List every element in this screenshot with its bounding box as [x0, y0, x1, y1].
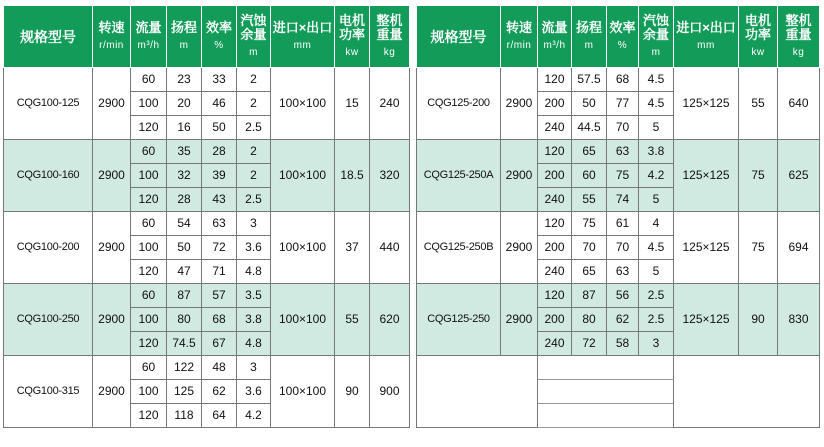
flow-cell: 120: [538, 212, 572, 236]
model-cell: CQG100-125: [4, 68, 93, 140]
weight-cell: 620: [370, 284, 410, 356]
npsh-cell: 2.5: [237, 188, 271, 212]
header-flow: 流量 m³/h: [538, 6, 572, 68]
header-weight: 整机 重量 kg: [778, 6, 820, 68]
power-cell: 75: [739, 140, 778, 212]
head-cell: 32: [167, 164, 202, 188]
eff-cell: 43: [202, 188, 237, 212]
flow-cell: 100: [131, 380, 167, 404]
inlet-outlet-cell: 100×100: [271, 68, 335, 140]
header-npsh: 汽蚀 余量 m: [237, 6, 271, 68]
inlet-outlet-cell: 125×125: [674, 284, 739, 356]
npsh-cell: 4.5: [639, 68, 674, 92]
flow-cell: 100: [131, 164, 167, 188]
eff-cell: 39: [202, 164, 237, 188]
flow-cell: 200: [538, 164, 572, 188]
flow-cell: 120: [131, 260, 167, 284]
empty-cell: [538, 404, 674, 428]
model-cell: CQG100-315: [4, 356, 93, 428]
eff-cell: 48: [202, 356, 237, 380]
power-cell: 90: [739, 284, 778, 356]
speed-cell: 2900: [93, 284, 131, 356]
head-cell: 74.5: [167, 332, 202, 356]
flow-cell: 200: [538, 308, 572, 332]
weight-cell: 900: [370, 356, 410, 428]
eff-cell: 46: [202, 92, 237, 116]
head-cell: 118: [167, 404, 202, 428]
eff-cell: 70: [607, 236, 639, 260]
power-cell: 90: [335, 356, 370, 428]
flow-cell: 240: [538, 116, 572, 140]
power-cell: 75: [739, 212, 778, 284]
flow-cell: 120: [131, 404, 167, 428]
eff-cell: 75: [607, 164, 639, 188]
right-spec-table: [416, 5, 820, 428]
eff-cell: 57: [202, 284, 237, 308]
npsh-cell: 2: [237, 92, 271, 116]
eff-cell: 68: [202, 308, 237, 332]
empty-cell: [674, 356, 820, 428]
eff-cell: 61: [607, 212, 639, 236]
eff-cell: 64: [202, 404, 237, 428]
head-cell: 44.5: [572, 116, 607, 140]
weight-cell: 640: [778, 68, 820, 140]
eff-cell: 62: [202, 380, 237, 404]
npsh-cell: 3: [237, 356, 271, 380]
head-cell: 87: [572, 284, 607, 308]
head-cell: 70: [572, 236, 607, 260]
table-row: [4, 140, 410, 164]
head-cell: 122: [167, 356, 202, 380]
flow-cell: 60: [131, 68, 167, 92]
header-inlet-outlet: 进口×出口 mm: [674, 6, 739, 68]
weight-cell: 830: [778, 284, 820, 356]
npsh-cell: 4.5: [639, 236, 674, 260]
head-cell: 35: [167, 140, 202, 164]
model-cell: CQG125-200: [417, 68, 501, 140]
flow-cell: 120: [131, 188, 167, 212]
head-cell: 47: [167, 260, 202, 284]
header-speed: 转速 r/min: [501, 6, 538, 68]
head-cell: 57.5: [572, 68, 607, 92]
flow-cell: 240: [538, 260, 572, 284]
header-npsh: 汽蚀 余量 m: [639, 6, 674, 68]
header-power: 电机 功率 kw: [739, 6, 778, 68]
npsh-cell: 4.5: [639, 92, 674, 116]
flow-cell: 200: [538, 92, 572, 116]
left-spec-table: [3, 5, 410, 428]
speed-cell: 2900: [501, 68, 538, 140]
table-row: [4, 284, 410, 308]
head-cell: 20: [167, 92, 202, 116]
model-cell: CQG100-160: [4, 140, 93, 212]
flow-cell: 200: [538, 236, 572, 260]
eff-cell: 67: [202, 332, 237, 356]
flow-cell: 60: [131, 284, 167, 308]
header-power: 电机 功率 kw: [335, 6, 370, 68]
inlet-outlet-cell: 125×125: [674, 212, 739, 284]
head-cell: 54: [167, 212, 202, 236]
empty-cell: [538, 380, 674, 404]
npsh-cell: 3.5: [237, 284, 271, 308]
table-row: [417, 284, 820, 308]
table-row: [417, 68, 820, 92]
npsh-cell: 4.2: [237, 404, 271, 428]
right-table-body: [417, 68, 820, 428]
power-cell: 15: [335, 68, 370, 140]
header-head: 扬程 m: [572, 6, 607, 68]
speed-cell: 2900: [93, 356, 131, 428]
power-cell: 18.5: [335, 140, 370, 212]
head-cell: 65: [572, 140, 607, 164]
inlet-outlet-cell: 100×100: [271, 140, 335, 212]
eff-cell: 58: [607, 332, 639, 356]
inlet-outlet-cell: 100×100: [271, 212, 335, 284]
npsh-cell: 4.2: [639, 164, 674, 188]
head-cell: 65: [572, 260, 607, 284]
flow-cell: 60: [131, 212, 167, 236]
header-model: 规格型号: [417, 6, 501, 68]
header-inlet-outlet: 进口×出口 mm: [271, 6, 335, 68]
head-cell: 125: [167, 380, 202, 404]
model-cell: CQG125-250: [417, 284, 501, 356]
weight-cell: 625: [778, 140, 820, 212]
header-weight: 整机 重量 kg: [370, 6, 410, 68]
head-cell: 23: [167, 68, 202, 92]
speed-cell: 2900: [93, 140, 131, 212]
speed-cell: 2900: [501, 140, 538, 212]
speed-cell: 2900: [93, 68, 131, 140]
eff-cell: 77: [607, 92, 639, 116]
power-cell: 55: [335, 284, 370, 356]
eff-cell: 50: [202, 116, 237, 140]
header-efficiency: 效率 %: [202, 6, 237, 68]
inlet-outlet-cell: 125×125: [674, 68, 739, 140]
model-cell: CQG125-250B: [417, 212, 501, 284]
eff-cell: 70: [607, 116, 639, 140]
eff-cell: 71: [202, 260, 237, 284]
npsh-cell: 2: [237, 140, 271, 164]
header-flow: 流量 m³/h: [131, 6, 167, 68]
eff-cell: 62: [607, 308, 639, 332]
header-speed: 转速 r/min: [93, 6, 131, 68]
npsh-cell: 3.6: [237, 380, 271, 404]
inlet-outlet-cell: 100×100: [271, 356, 335, 428]
npsh-cell: 5: [639, 116, 674, 140]
flow-cell: 60: [131, 140, 167, 164]
header-row: [4, 6, 410, 68]
npsh-cell: 3.6: [237, 236, 271, 260]
inlet-outlet-cell: 100×100: [271, 284, 335, 356]
head-cell: 75: [572, 212, 607, 236]
head-cell: 60: [572, 164, 607, 188]
flow-cell: 120: [538, 284, 572, 308]
header-row: [417, 6, 820, 68]
flow-cell: 120: [538, 68, 572, 92]
npsh-cell: 2.5: [639, 308, 674, 332]
head-cell: 50: [572, 92, 607, 116]
eff-cell: 63: [607, 140, 639, 164]
head-cell: 87: [167, 284, 202, 308]
npsh-cell: 4.8: [237, 332, 271, 356]
npsh-cell: 3.8: [237, 308, 271, 332]
eff-cell: 56: [607, 284, 639, 308]
model-cell: CQG125-250A: [417, 140, 501, 212]
table-row: [4, 356, 410, 380]
header-model: 规格型号: [4, 6, 93, 68]
eff-cell: 74: [607, 188, 639, 212]
flow-cell: 100: [131, 308, 167, 332]
right-spec-panel: [416, 5, 820, 428]
inlet-outlet-cell: 125×125: [674, 140, 739, 212]
npsh-cell: 3: [237, 212, 271, 236]
head-cell: 16: [167, 116, 202, 140]
eff-cell: 33: [202, 68, 237, 92]
speed-cell: 2900: [93, 212, 131, 284]
head-cell: 55: [572, 188, 607, 212]
empty-cell: [538, 356, 674, 380]
weight-cell: 320: [370, 140, 410, 212]
eff-cell: 63: [202, 212, 237, 236]
npsh-cell: 2: [237, 164, 271, 188]
weight-cell: 440: [370, 212, 410, 284]
table-row: [417, 140, 820, 164]
head-cell: 50: [167, 236, 202, 260]
eff-cell: 72: [202, 236, 237, 260]
left-table-body: [4, 68, 410, 428]
empty-cell: [417, 356, 538, 428]
weight-cell: 694: [778, 212, 820, 284]
flow-cell: 120: [131, 332, 167, 356]
npsh-cell: 5: [639, 188, 674, 212]
table-row: [4, 68, 410, 92]
eff-cell: 63: [607, 260, 639, 284]
left-spec-panel: [3, 5, 410, 428]
speed-cell: 2900: [501, 284, 538, 356]
npsh-cell: 3.8: [639, 140, 674, 164]
speed-cell: 2900: [501, 212, 538, 284]
head-cell: 28: [167, 188, 202, 212]
model-cell: CQG100-200: [4, 212, 93, 284]
table-row: [4, 212, 410, 236]
flow-cell: 100: [131, 236, 167, 260]
eff-cell: 68: [607, 68, 639, 92]
power-cell: 37: [335, 212, 370, 284]
empty-row: [417, 356, 820, 380]
model-cell: CQG100-250: [4, 284, 93, 356]
table-row: [417, 212, 820, 236]
npsh-cell: 5: [639, 260, 674, 284]
flow-cell: 240: [538, 188, 572, 212]
header-efficiency: 效率 %: [607, 6, 639, 68]
power-cell: 55: [739, 68, 778, 140]
head-cell: 80: [572, 308, 607, 332]
flow-cell: 100: [131, 92, 167, 116]
npsh-cell: 3: [639, 332, 674, 356]
header-head: 扬程 m: [167, 6, 202, 68]
npsh-cell: 2.5: [639, 284, 674, 308]
flow-cell: 120: [538, 140, 572, 164]
eff-cell: 28: [202, 140, 237, 164]
weight-cell: 240: [370, 68, 410, 140]
flow-cell: 60: [131, 356, 167, 380]
npsh-cell: 4: [639, 212, 674, 236]
flow-cell: 240: [538, 332, 572, 356]
head-cell: 72: [572, 332, 607, 356]
head-cell: 80: [167, 308, 202, 332]
npsh-cell: 2: [237, 68, 271, 92]
npsh-cell: 4.8: [237, 260, 271, 284]
flow-cell: 120: [131, 116, 167, 140]
npsh-cell: 2.5: [237, 116, 271, 140]
